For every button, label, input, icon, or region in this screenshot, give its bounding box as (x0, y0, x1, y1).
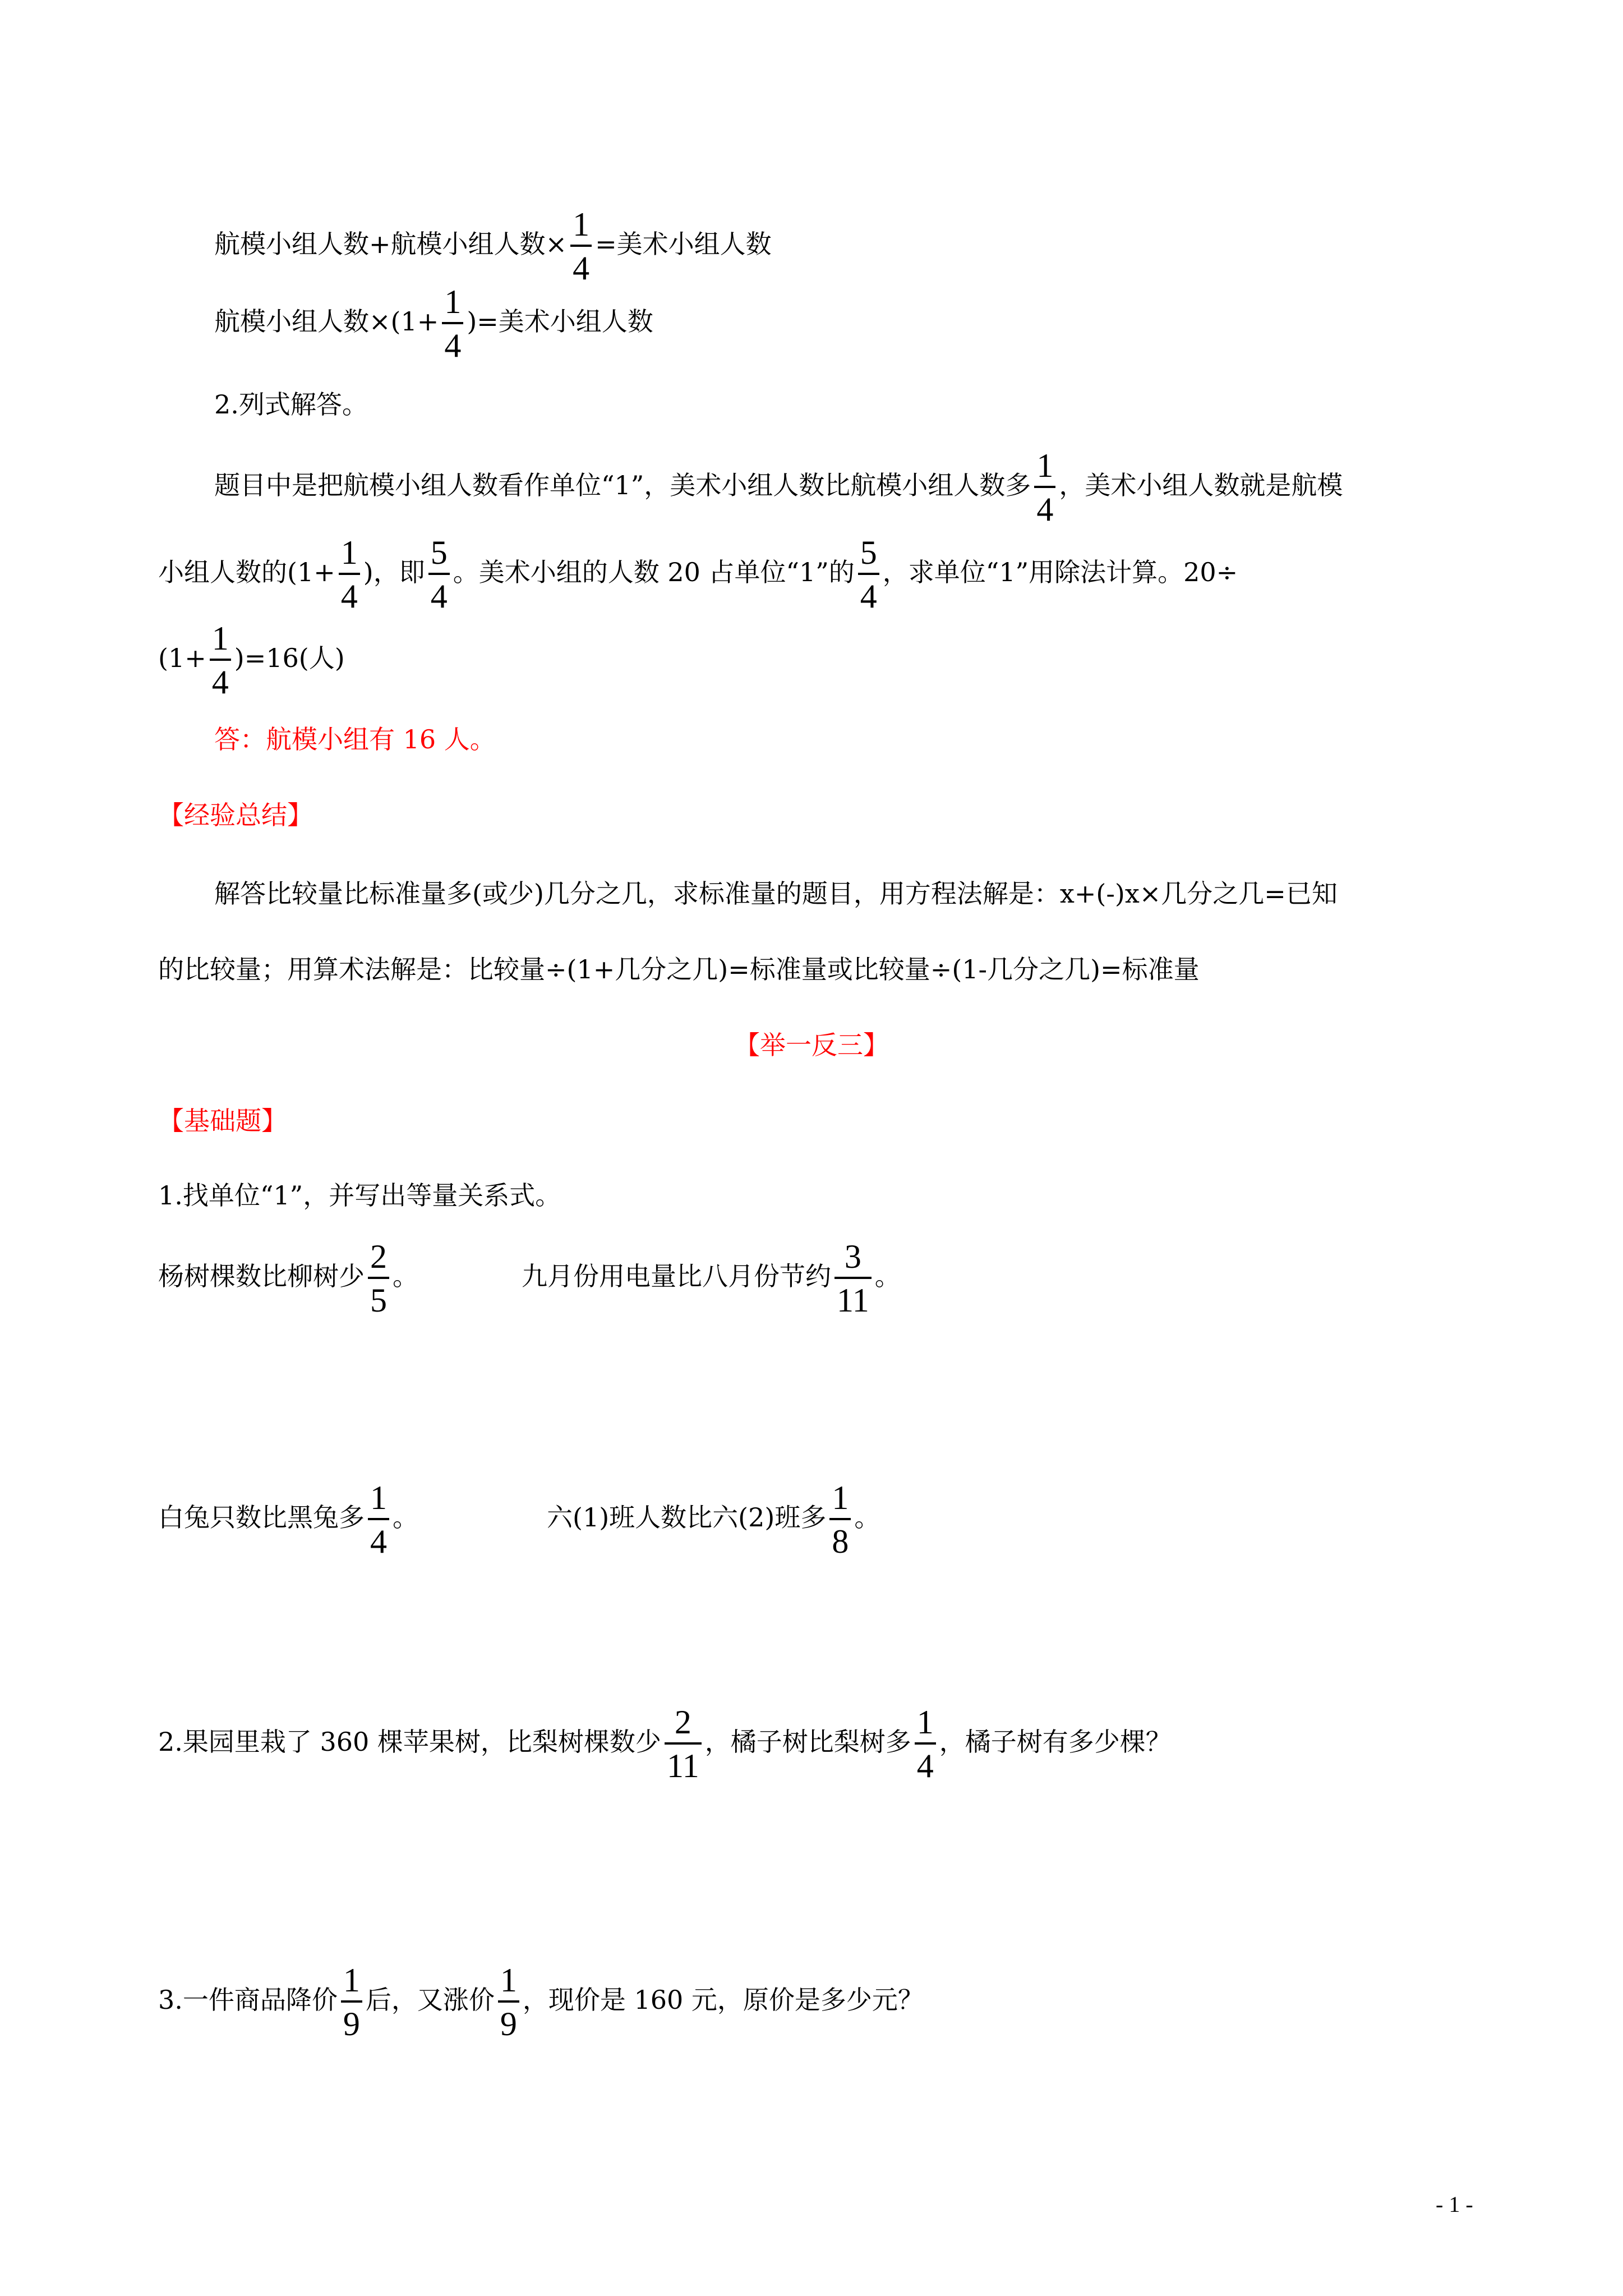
text: ，现价是 160 元，原价是多少元？ (522, 1985, 924, 2015)
text: 后，又涨价 (365, 1985, 495, 2015)
step-heading (214, 389, 368, 420)
text: (1+ (158, 643, 206, 673)
text: )=16(人) (234, 643, 345, 673)
text: 1.找单位“1”，并写出等量关系式。 (158, 1180, 561, 1211)
text: 航模小组人数×(1+ (214, 306, 439, 337)
fraction-1-4 (210, 622, 231, 699)
text: 。 (393, 1502, 418, 1533)
denominator: 9 (500, 2005, 517, 2042)
fraction-1-4 (339, 536, 360, 613)
numerator: 1 (368, 1481, 389, 1520)
fraction-1-9 (341, 1963, 362, 2041)
text: 【基础题】 (158, 1106, 287, 1136)
explanation-line-3 (158, 622, 345, 699)
fraction-1-4 (368, 1481, 389, 1558)
numerator: 2 (368, 1240, 389, 1279)
section-heading-summary (158, 802, 313, 828)
fraction-1-4 (1034, 449, 1055, 526)
question-1b (522, 1240, 901, 1317)
text: 2.列式解答。 (214, 389, 368, 420)
answer-label: 答：航模小组有 16 人。 (214, 724, 496, 754)
text: - 1 - (1436, 2192, 1473, 2217)
text: 杨树棵数比柳树少 (158, 1261, 365, 1291)
text: 白兔只数比黑兔多 (158, 1502, 365, 1533)
fraction-5-4 (428, 536, 450, 613)
equation-line-1 (214, 208, 772, 285)
denominator: 5 (370, 1282, 387, 1319)
numerator: 5 (428, 536, 450, 575)
text: 六(1)班人数比六(2)班多 (547, 1502, 827, 1533)
fraction-1-8 (829, 1481, 851, 1558)
text: =美术小组人数 (595, 229, 772, 259)
denominator: 4 (860, 578, 877, 615)
numerator: 1 (339, 536, 360, 575)
text: 3.一件商品降价 (158, 1985, 338, 2015)
numerator: 1 (1034, 449, 1055, 488)
denominator: 8 (832, 1523, 849, 1560)
fraction-1-9 (498, 1963, 519, 2041)
text: 。 (393, 1261, 418, 1291)
denominator: 11 (666, 1747, 699, 1784)
numerator: 3 (834, 1240, 872, 1279)
fraction-3-11 (834, 1240, 872, 1317)
fraction-1-4 (442, 285, 463, 362)
text: ，橘子树有多少棵？ (939, 1727, 1172, 1757)
answer-line (214, 726, 496, 752)
text: 航模小组人数+航模小组人数× (214, 229, 568, 259)
numerator: 5 (858, 536, 879, 575)
text: 的比较量；用算术法解是：比较量÷(1+几分之几)=标准量或比较量÷(1-几分之几)=标准量 (158, 954, 1200, 984)
text: 2.果园里栽了 360 棵苹果树，比梨树棵数少 (158, 1727, 661, 1757)
page-number (1436, 2193, 1473, 2216)
numerator: 1 (210, 622, 231, 661)
denominator: 4 (211, 664, 229, 701)
fraction-5-4 (858, 536, 879, 613)
question-1a (158, 1240, 418, 1317)
fraction-1-4 (570, 208, 592, 285)
summary-line-2 (158, 956, 1200, 982)
text: 【经验总结】 (158, 800, 313, 830)
text: )，即 (363, 557, 425, 587)
text: ，橘子树比梨树多 (704, 1727, 911, 1757)
section-heading-basic (158, 1108, 287, 1134)
text: 。美术小组的人数 20 占单位“1”的 (453, 557, 855, 587)
text: 【举一反三】 (734, 1030, 889, 1060)
denominator: 4 (444, 327, 462, 364)
numerator: 1 (829, 1481, 851, 1520)
text: 九月份用电量比八月份节约 (522, 1261, 831, 1291)
numerator: 1 (341, 1963, 362, 2003)
fraction-2-11 (665, 1705, 702, 1783)
text: 。 (874, 1261, 901, 1291)
fraction-2-5 (368, 1240, 389, 1317)
text: 。 (854, 1502, 880, 1533)
numerator: 1 (498, 1963, 519, 2003)
question-3 (158, 1963, 924, 2041)
text: 解答比较量比标准量多(或少)几分之几，求标准量的题目，用方程法解是：x+(-)x×几分之几=已知 (214, 878, 1338, 909)
explanation-line-1 (214, 449, 1343, 526)
numerator: 2 (665, 1705, 702, 1745)
numerator: 1 (570, 208, 592, 247)
question-1d (547, 1481, 880, 1558)
denominator: 9 (343, 2005, 360, 2042)
denominator: 4 (370, 1523, 387, 1560)
text: 小组人数的(1+ (158, 557, 335, 587)
denominator: 4 (1036, 491, 1054, 528)
section-heading-practice (0, 1032, 1623, 1058)
denominator: 4 (573, 250, 590, 287)
text: 题目中是把航模小组人数看作单位“1”，美术小组人数比航模小组人数多 (214, 470, 1031, 500)
denominator: 11 (837, 1282, 869, 1319)
question-1c (158, 1481, 418, 1558)
explanation-line-2 (158, 536, 1238, 613)
equation-line-2 (214, 285, 653, 362)
denominator: 4 (916, 1747, 934, 1784)
fraction-1-4 (915, 1705, 936, 1783)
numerator: 1 (915, 1705, 936, 1745)
question-2 (158, 1705, 1172, 1783)
text: ，求单位“1”用除法计算。20÷ (882, 557, 1238, 587)
question-1 (158, 1180, 561, 1211)
denominator: 4 (340, 578, 358, 615)
text: )=美术小组人数 (467, 306, 653, 337)
summary-line-1 (214, 878, 1338, 909)
text: ，美术小组人数就是航模 (1059, 470, 1343, 500)
denominator: 4 (430, 578, 448, 615)
numerator: 1 (442, 285, 463, 324)
